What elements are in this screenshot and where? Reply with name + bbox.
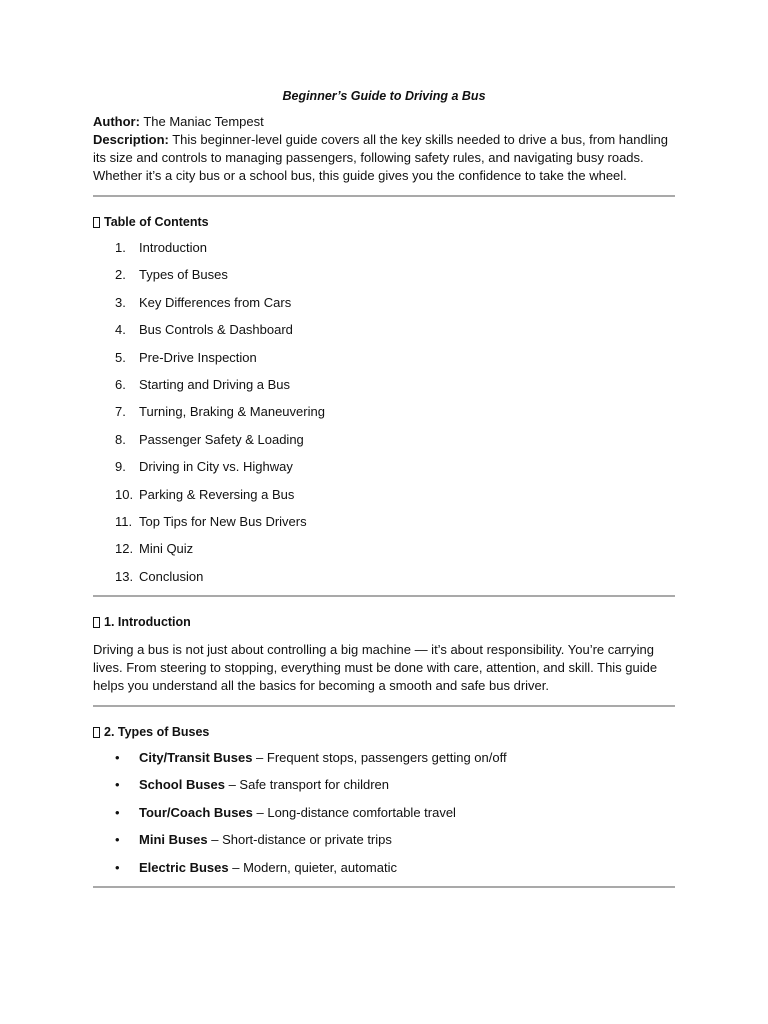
toc-number: 6.	[115, 376, 126, 392]
list-item-text	[139, 831, 392, 858]
bus-type-name: School Buses	[139, 777, 225, 793]
divider	[93, 195, 675, 197]
toc-item	[93, 321, 675, 348]
list-item-text	[139, 804, 456, 831]
list-item-text	[139, 749, 507, 776]
toc-number: 13.	[115, 568, 134, 584]
toc-label: Parking & Reversing a Bus	[139, 486, 295, 502]
toc-item	[93, 568, 675, 595]
toc-number: 9.	[115, 459, 126, 475]
list-item	[93, 831, 675, 858]
author-line	[93, 113, 675, 131]
bullet: •	[115, 832, 120, 848]
toc-number: 2.	[115, 267, 126, 283]
toc-item	[93, 239, 675, 266]
list-item-text	[139, 776, 389, 803]
list-item	[93, 749, 675, 776]
toc-heading	[93, 213, 675, 231]
toc-item	[93, 349, 675, 376]
toc-item	[93, 458, 675, 485]
divider	[93, 705, 675, 707]
intro-paragraph: Driving a bus is not just about controlling a big machine — it’s about responsibility. You’re carrying lives. From steering to stopping, everything must be done with care, attention, and skill. This guide helps you understand all the basics for becoming a smooth and safe bus driver.	[93, 642, 658, 694]
toc-number: 5.	[115, 349, 126, 365]
toc-item	[93, 266, 675, 293]
toc-number: 11.	[115, 513, 133, 529]
bus-types-list	[93, 749, 675, 886]
bullet: •	[115, 804, 120, 820]
bus-type-desc: – Frequent stops, passengers getting on/off	[252, 750, 507, 766]
toc-label: Turning, Braking & Maneuvering	[139, 404, 325, 420]
bus-type-name: Tour/Coach Buses	[139, 804, 253, 820]
bus-type-name: Electric Buses	[139, 859, 229, 875]
list-item	[93, 859, 675, 886]
toc-item	[93, 540, 675, 567]
toc-heading-text: Table of Contents	[104, 215, 209, 229]
toc-label: Key Differences from Cars	[139, 294, 292, 310]
toc-label: Introduction	[139, 240, 207, 255]
toc-item	[93, 294, 675, 321]
toc-number: 10.	[115, 486, 134, 502]
toc-item	[93, 513, 675, 540]
toc-number: 1.	[115, 240, 126, 255]
description-line	[93, 131, 675, 185]
list-item	[93, 804, 675, 831]
toc-label: Pre-Drive Inspection	[139, 349, 257, 365]
description-label: Description:	[93, 132, 169, 147]
toc-number: 7.	[115, 404, 126, 420]
toc-number: 3.	[115, 294, 126, 310]
types-heading	[93, 723, 675, 741]
toc-label: Starting and Driving a Bus	[139, 376, 291, 392]
bus-type-desc: – Short-distance or private trips	[207, 832, 392, 848]
toc-label: Top Tips for New Bus Drivers	[139, 513, 307, 529]
bullet: •	[115, 750, 120, 766]
missing-glyph-icon	[93, 617, 100, 628]
document-page	[93, 87, 675, 888]
table-of-contents	[93, 239, 675, 595]
types-heading-text: 2. Types of Buses	[104, 725, 210, 740]
toc-number: 4.	[115, 322, 126, 338]
list-item	[93, 776, 675, 803]
bus-type-name: Mini Buses	[139, 832, 208, 848]
toc-number: 8.	[115, 431, 126, 447]
toc-item	[93, 376, 675, 403]
author-label: Author:	[93, 114, 140, 129]
toc-item	[93, 403, 675, 430]
bus-type-name: City/Transit Buses	[139, 750, 253, 766]
intro-heading	[93, 613, 675, 631]
bullet: •	[115, 859, 120, 875]
missing-glyph-icon	[93, 217, 100, 228]
missing-glyph-icon	[93, 727, 100, 738]
toc-label: Conclusion	[139, 568, 204, 584]
bullet: •	[115, 777, 120, 793]
toc-number: 12.	[115, 541, 134, 557]
divider	[93, 595, 675, 597]
toc-label: Bus Controls & Dashboard	[139, 322, 293, 338]
bus-type-desc: – Safe transport for children	[224, 777, 389, 793]
toc-item	[93, 431, 675, 458]
description-text: This beginner-level guide covers all the key skills needed to drive a bus, from handling its size and controls to managing passengers, following safety rules, and navigating busy roads. Whether it’s a city bus or a school bus, this guide gives you the confidence to take the wheel.	[93, 132, 668, 183]
author-name: The Maniac Tempest	[139, 114, 264, 129]
toc-label: Types of Buses	[139, 267, 228, 283]
list-item-text	[139, 859, 397, 886]
toc-item	[93, 486, 675, 513]
intro-heading-text: 1. Introduction	[104, 615, 191, 630]
document-title: Beginner’s Guide to Driving a Bus	[282, 89, 486, 103]
divider	[93, 886, 675, 888]
toc-label: Mini Quiz	[139, 541, 194, 557]
bus-type-desc: – Modern, quieter, automatic	[228, 859, 397, 875]
toc-label: Driving in City vs. Highway	[139, 459, 293, 475]
toc-label: Passenger Safety & Loading	[139, 431, 304, 447]
bus-type-desc: – Long-distance comfortable travel	[252, 804, 456, 820]
